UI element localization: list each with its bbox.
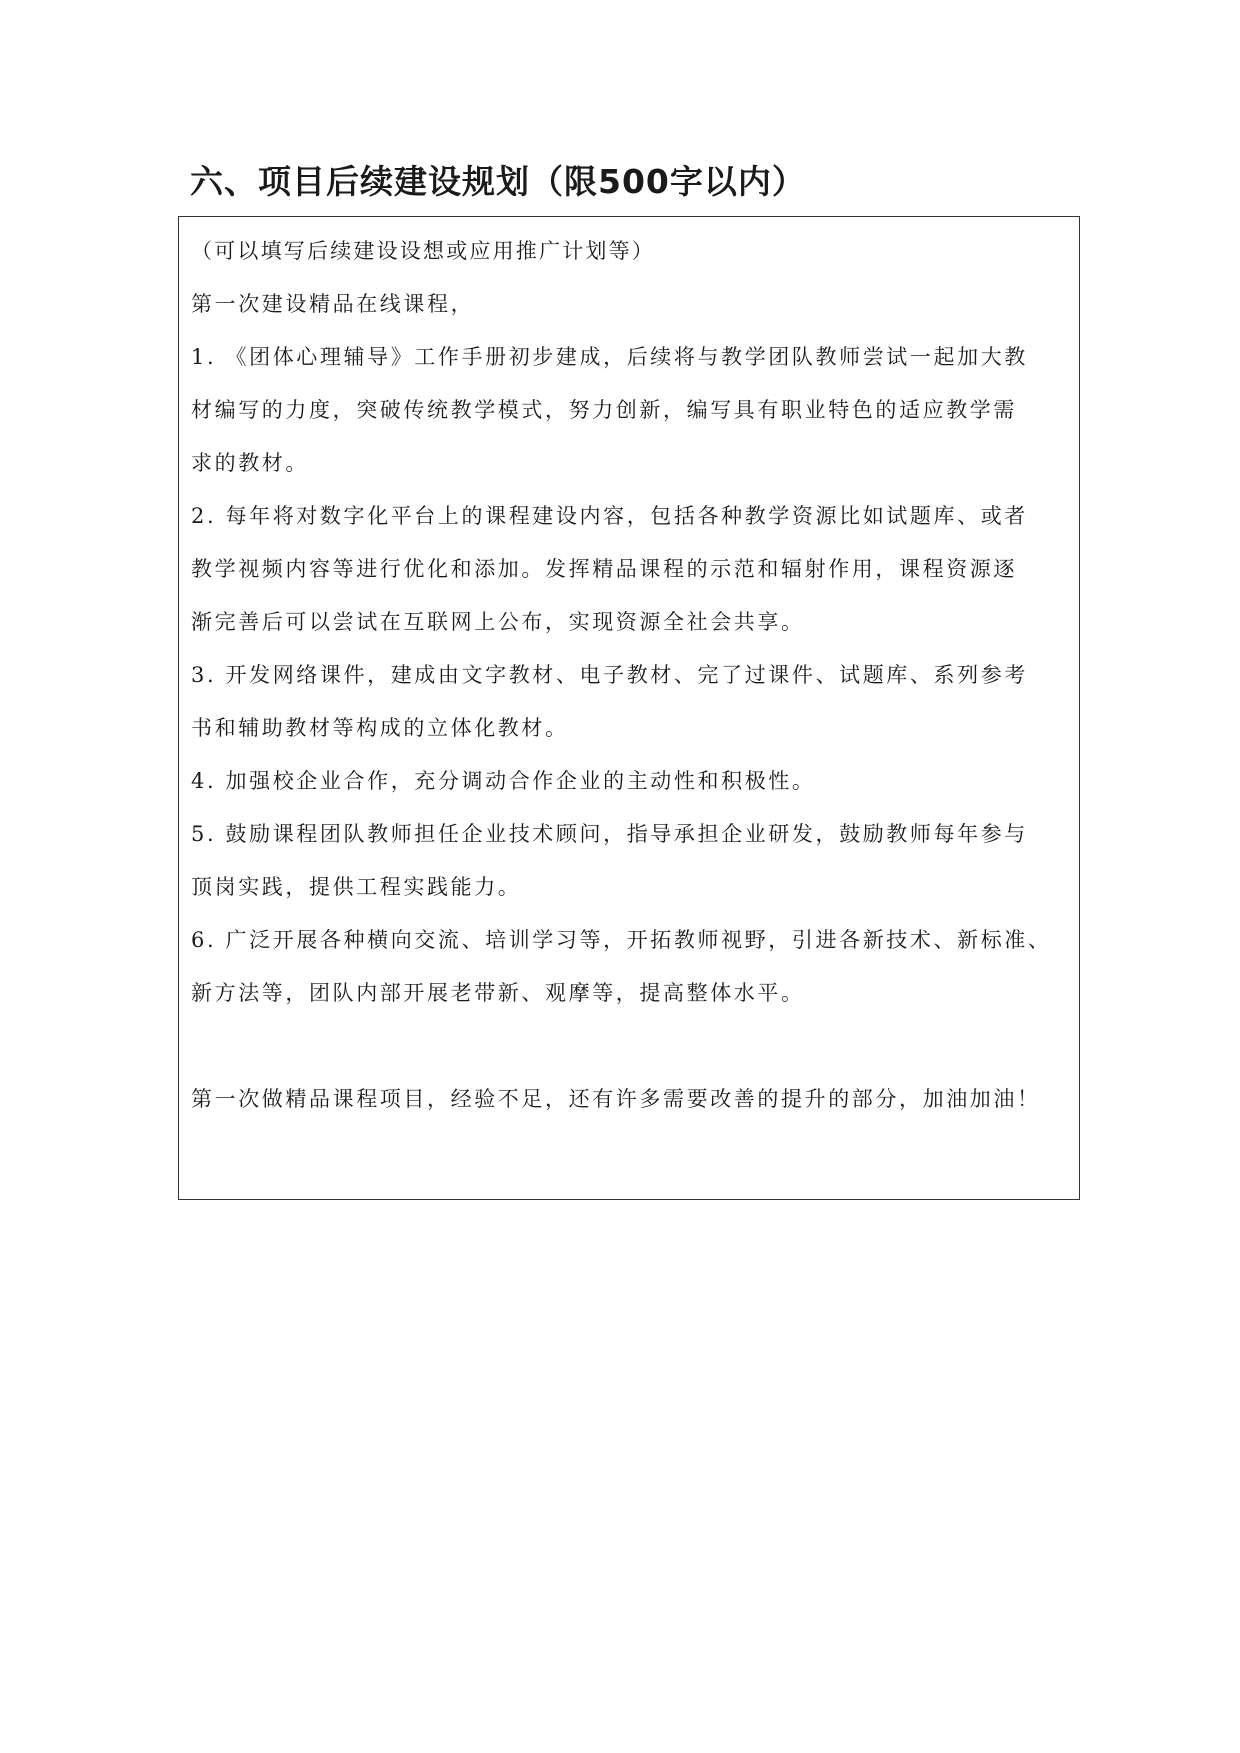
item-3-line-2: 书和辅助教材等构成的立体化教材。 — [191, 716, 569, 740]
item-3-line-1: 3. 开发网络课件，建成由文字教材、电子教材、完了过课件、试题库、系列参考 — [191, 663, 1028, 687]
intro-line: 第一次建设精品在线课程， — [191, 292, 475, 316]
hint-text: （可以填写后续建设设想或应用推广计划等） — [191, 239, 655, 263]
item-6-line-1: 6. 广泛开展各种横向交流、培训学习等，开拓教师视野，引进各新技术、新标准、 — [191, 928, 1052, 952]
blank-line — [191, 1020, 1067, 1073]
closing-line: 第一次做精品课程项目，经验不足，还有许多需要改善的提升的部分，加油加油！ — [191, 1087, 1041, 1111]
item-2-line-2: 教学视频内容等进行优化和添加。发挥精品课程的示范和辐射作用，课程资源逐 — [191, 557, 1017, 581]
section-title: 六、项目后续建设规划（限500字以内） — [190, 162, 806, 201]
item-5-line-1: 5. 鼓励课程团队教师担任企业技术顾问，指导承担企业研发，鼓励教师每年参与 — [191, 822, 1028, 846]
item-2-line-1: 2. 每年将对数字化平台上的课程建设内容，包括各种教学资源比如试题库、或者 — [191, 504, 1028, 528]
item-1-line-1: 1. 《团体心理辅导》工作手册初步建成，后续将与教学团队教师尝试一起加大教 — [191, 345, 1028, 369]
item-2-line-3: 渐完善后可以尝试在互联网上公布，实现资源全社会共享。 — [191, 610, 805, 634]
item-6-line-2: 新方法等，团队内部开展老带新、观摩等，提高整体水平。 — [191, 981, 805, 1005]
item-5-line-2: 顶岗实践，提供工程实践能力。 — [191, 875, 522, 899]
planning-content-box — [178, 216, 1080, 1200]
item-4-line-1: 4. 加强校企业合作，充分调动合作企业的主动性和积极性。 — [191, 769, 816, 793]
item-1-line-3: 求的教材。 — [191, 451, 309, 475]
item-1-line-2: 材编写的力度，突破传统教学模式，努力创新，编写具有职业特色的适应教学需 — [191, 398, 1017, 422]
